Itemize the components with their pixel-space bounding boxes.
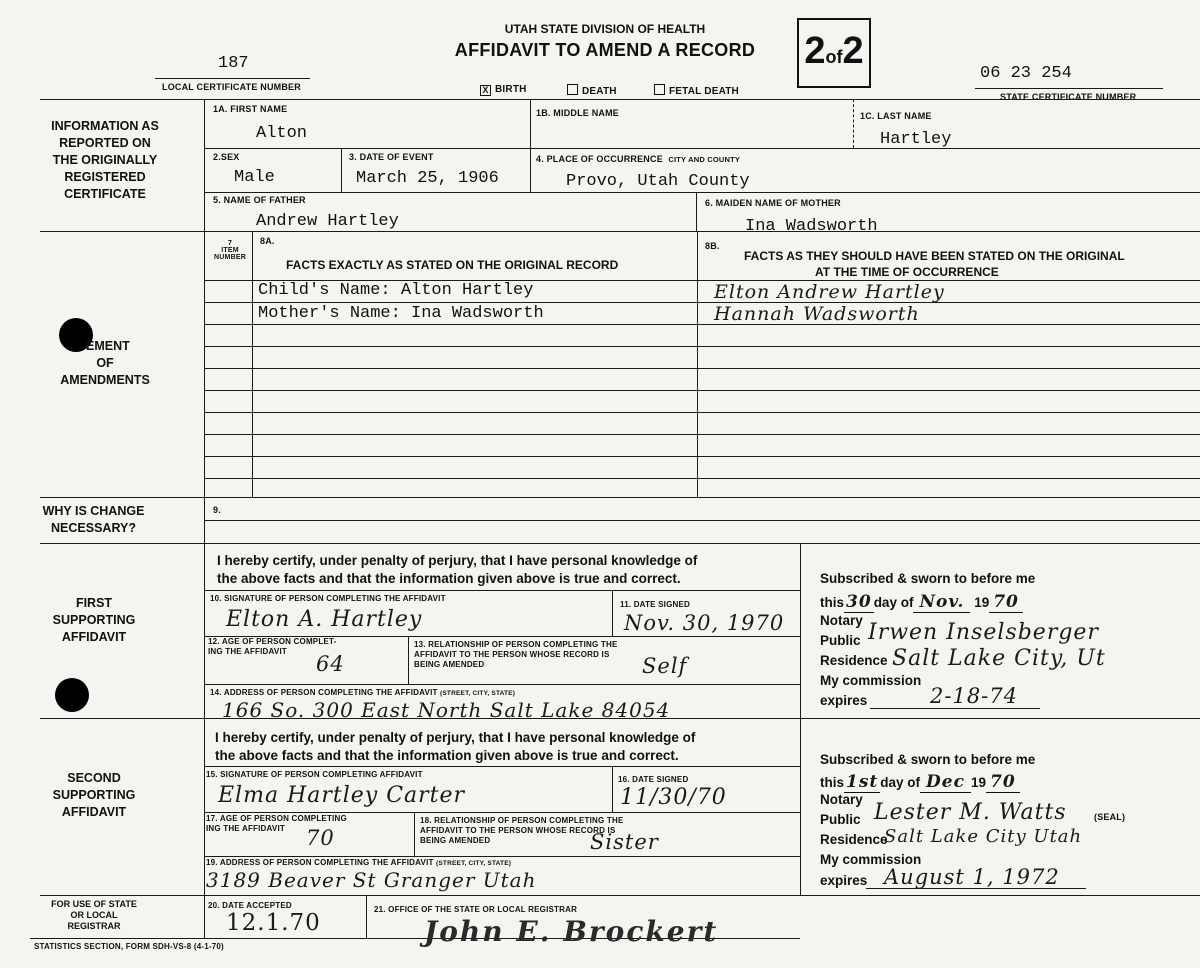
page-total: 2: [842, 30, 864, 72]
second-date: 11/30/70: [620, 785, 727, 810]
second-age: 70: [306, 826, 335, 850]
date-accepted-label: 20. DATE ACCEPTED: [208, 901, 292, 910]
section-label-why: WHY IS CHANGE NECESSARY?: [42, 504, 145, 535]
date-of-event-label: 3. DATE OF EVENT: [349, 152, 434, 162]
sex-value: Male: [234, 168, 275, 187]
amendment-row-2-corrected: Hannah Wadsworth: [714, 303, 920, 325]
first-sworn-date-row: this 30 day of Nov. 19 70: [820, 592, 1023, 612]
sex-label: 2.SEX: [213, 152, 240, 162]
second-certify-line-1: I hereby certify, under penalty of perjury, that I have personal knowledge of: [215, 730, 696, 745]
punch-hole-bottom: [55, 678, 89, 712]
date-accepted: 12.1.70: [226, 910, 321, 936]
col-b-heading-2: AT THE TIME OF OCCURRENCE: [815, 265, 999, 279]
first-certify-line-2: the above facts and that the information given above is true and correct.: [217, 571, 681, 586]
local-certificate-number-label: LOCAL CERTIFICATE NUMBER: [162, 82, 301, 92]
amendment-row-2-original: Mother's Name: Ina Wadsworth: [258, 304, 544, 323]
second-expires-label: expires: [820, 873, 868, 888]
second-notary-label: Notary: [820, 792, 863, 807]
father-label: 5. NAME OF FATHER: [213, 195, 306, 205]
first-date: Nov. 30, 1970: [624, 611, 785, 635]
first-public-label: Public: [820, 633, 861, 648]
second-relation: Sister: [590, 830, 659, 854]
first-signature-label: 10. SIGNATURE OF PERSON COMPLETING THE AFFIDAVIT: [210, 594, 446, 603]
state-certificate-number: 06 23 254: [980, 64, 1072, 83]
first-signature: Elton A. Hartley: [226, 607, 423, 632]
second-signature-label: 15. SIGNATURE OF PERSON COMPLETING AFFIDAVIT: [206, 770, 423, 779]
second-relation-label: 18. RELATIONSHIP OF PERSON COMPLETING THE AFFIDAVIT TO THE PERSON WHOSE RECORD IS BEING AMENDED: [420, 816, 624, 845]
first-expires: 2-18-74: [930, 684, 1018, 708]
form-title: AFFIDAVIT TO AMEND A RECORD: [454, 40, 756, 60]
mother-label: 6. MAIDEN NAME OF MOTHER: [705, 198, 841, 208]
section-label-for-use: FOR USE OF STATE OR LOCAL REGISTRAR: [51, 899, 137, 931]
first-date-label: 11. DATE SIGNED: [620, 600, 690, 609]
section-label-statement: EMENT OF AMENDMENTS: [60, 339, 150, 387]
first-name-label: 1A. FIRST NAME: [213, 104, 288, 114]
first-certify-line-1: I hereby certify, under penalty of perjury, that I have personal knowledge of: [217, 553, 698, 568]
second-expires: August 1, 1972: [884, 865, 1060, 889]
record-type-birth: X BIRTH: [480, 84, 527, 96]
col-b-heading-1: FACTS AS THEY SHOULD HAVE BEEN STATED ON THE ORIGINAL: [744, 249, 1125, 263]
first-relation: Self: [642, 654, 688, 678]
first-address: 166 So. 300 East North Salt Lake 84054: [222, 698, 671, 722]
amendment-row-1-corrected: Elton Andrew Hartley: [714, 281, 945, 303]
form-id: STATISTICS SECTION, FORM SDH-VS-8 (4-1-70): [34, 942, 224, 951]
first-relation-label: 13. RELATIONSHIP OF PERSON COMPLETING THE AFFIDAVIT TO THE PERSON WHOSE RECORD IS BEING AMENDED: [414, 640, 618, 669]
fetal-death-checkbox: [654, 84, 665, 95]
second-notary-signature: Lester M. Watts: [874, 800, 1067, 825]
page-number-box: [797, 18, 871, 88]
second-seal-label: (SEAL): [1094, 812, 1126, 822]
last-name-label: 1C. LAST NAME: [860, 111, 932, 121]
second-certify-line-2: the above facts and that the information given above is true and correct.: [215, 748, 679, 763]
place-value: Provo, Utah County: [566, 172, 750, 191]
section-label-first: FIRST SUPPORTING AFFIDAVIT: [52, 596, 136, 644]
middle-name-label: 1B. MIDDLE NAME: [536, 108, 620, 118]
col-b-number: 8B.: [705, 241, 720, 251]
why-label: 9.: [213, 505, 221, 515]
second-address-label: 19. ADDRESS OF PERSON COMPLETING THE AFFIDAVIT (STREET, CITY, STATE): [206, 858, 512, 867]
amendment-row-1-original: Child's Name: Alton Hartley: [258, 281, 534, 300]
record-type-fetal-death: FETAL DEATH: [654, 84, 739, 97]
second-sworn-line: Subscribed & sworn to before me: [820, 752, 1036, 767]
death-checkbox: [567, 84, 578, 95]
second-signature: Elma Hartley Carter: [218, 783, 466, 808]
first-notary-label: Notary: [820, 613, 863, 628]
last-name-value: Hartley: [880, 130, 952, 149]
first-commission-label: My commission: [820, 673, 922, 688]
first-residence-label: Residence: [820, 653, 888, 668]
state-certificate-number-label: STATE CERTIFICATE NUMBER: [1000, 92, 1137, 102]
page-of: of: [825, 47, 843, 67]
office-label: 21. OFFICE OF THE STATE OR LOCAL REGISTRAR: [374, 905, 578, 914]
section-label-second: SECOND SUPPORTING AFFIDAVIT: [52, 771, 136, 819]
record-type-death: DEATH: [567, 84, 617, 97]
birth-checkbox: X: [480, 85, 491, 96]
first-sworn-line: Subscribed & sworn to before me: [820, 571, 1036, 586]
first-name-value: Alton: [256, 124, 308, 143]
second-sworn-date-row: this 1st day of Dec 19 70: [820, 772, 1020, 792]
item-number-label: 7 ITEM NUMBER: [214, 240, 246, 261]
second-age-label: 17. AGE OF PERSON COMPLETING ING THE AFFIDAVIT: [206, 814, 347, 833]
first-address-label: 14. ADDRESS OF PERSON COMPLETING THE AFFIDAVIT (STREET, CITY, STATE): [210, 688, 516, 697]
first-notary-signature: Irwen Inselsberger: [868, 620, 1099, 645]
first-expires-label: expires: [820, 693, 868, 708]
mother-value: Ina Wadsworth: [745, 217, 878, 236]
page-number: 2: [804, 30, 826, 72]
first-residence: Salt Lake City, Ut: [892, 646, 1106, 671]
father-value: Andrew Hartley: [256, 212, 399, 231]
second-public-label: Public: [820, 812, 861, 827]
local-certificate-number: 187: [218, 54, 249, 73]
col-a-heading: FACTS EXACTLY AS STATED ON THE ORIGINAL RECORD: [286, 258, 619, 272]
second-residence-label: Residence: [820, 832, 888, 847]
second-residence: Salt Lake City Utah: [884, 826, 1083, 847]
agency-name: UTAH STATE DIVISION OF HEALTH: [504, 22, 706, 36]
second-address: 3189 Beaver St Granger Utah: [206, 868, 537, 892]
registrar-signature: John E. Brockert: [424, 915, 719, 948]
date-of-event-value: March 25, 1906: [356, 169, 499, 188]
place-label: 4. PLACE OF OCCURRENCE CITY AND COUNTY: [536, 154, 741, 164]
second-date-label: 16. DATE SIGNED: [618, 775, 689, 784]
second-commission-label: My commission: [820, 852, 922, 867]
first-age: 64: [316, 652, 345, 676]
first-age-label: 12. AGE OF PERSON COMPLET- ING THE AFFIDAVIT: [208, 637, 337, 656]
col-a-number: 8A.: [260, 236, 275, 246]
section-label-info: INFORMATION AS REPORTED ON THE ORIGINALLY REGISTERED CERTIFICATE: [51, 119, 159, 201]
